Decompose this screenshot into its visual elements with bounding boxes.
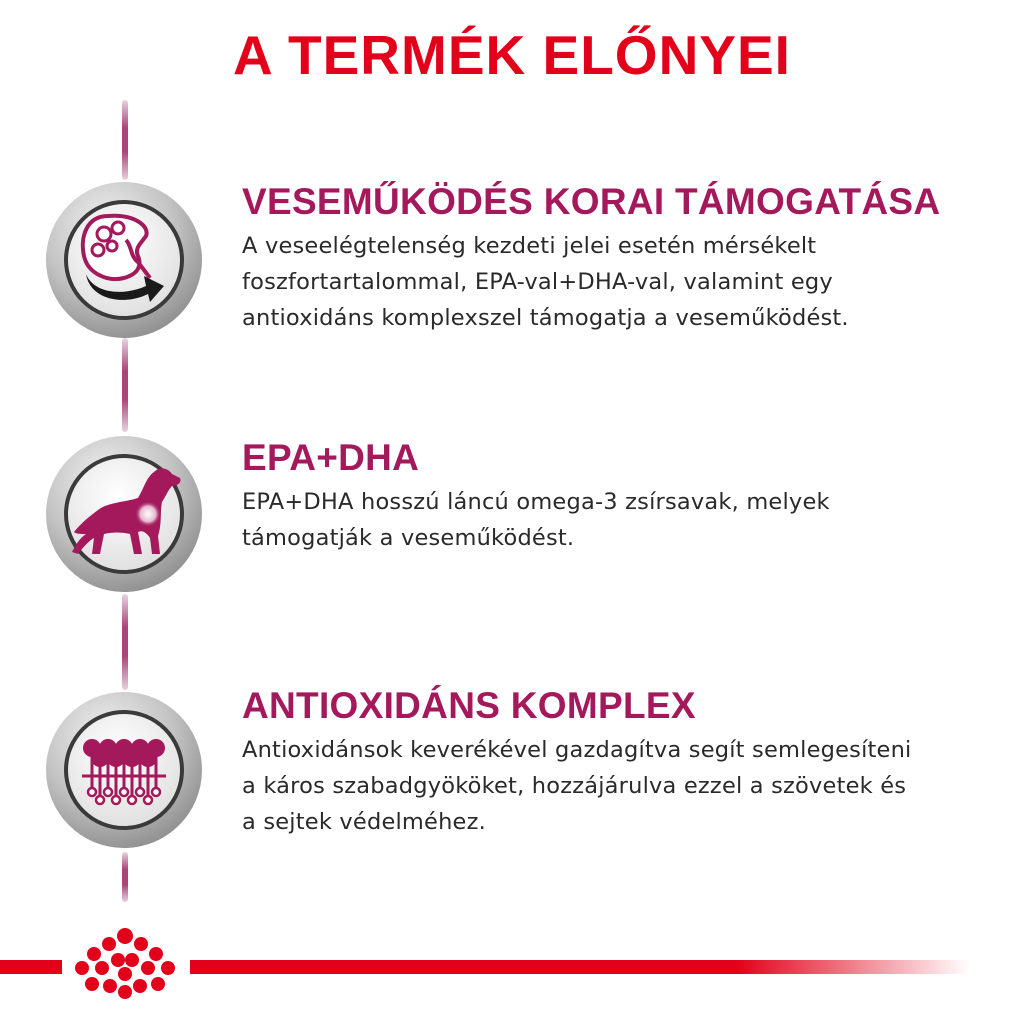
footer-line [0,960,62,974]
benefit-description [242,228,1002,336]
footer-line [190,960,970,974]
description-line: EPA+DHA hosszú láncú omega-3 zsírsavak, melyek [242,489,830,515]
benefit-item [242,178,1002,336]
dog-icon [46,436,202,592]
benefit-item [242,434,1002,556]
benefit-item [242,682,1002,840]
benefit-heading: EPA+DHA [242,437,420,478]
kidney-arrow-icon [46,182,202,338]
description-line: támogatják a veseműködést. [242,525,575,551]
cell-membrane-icon [46,692,202,848]
benefit-heading: ANTIOXIDÁNS KOMPLEX [242,685,696,726]
timeline-line [122,852,128,902]
timeline-line [122,100,128,180]
page-title: A TERMÉK ELŐNYEI [233,24,791,86]
description-line: A veseelégtelenség kezdeti jelei esetén mérsékelt [242,233,817,259]
description-line: a sejtek védelméhez. [242,809,486,835]
description-line: a káros szabadgyököket, hozzájárulva ezzel a szövetek és [242,773,907,799]
royal-canin-crown-logo [66,926,184,1004]
timeline-line [122,338,128,432]
benefit-description [242,484,1002,556]
benefit-heading: VESEMŰKÖDÉS KORAI TÁMOGATÁSA [242,181,941,222]
benefit-description [242,732,1002,840]
description-line: Antioxidánsok keverékével gazdagítva segít semlegesíteni [242,737,912,763]
timeline-line [122,594,128,690]
description-line: antioxidáns komplexszel támogatja a veseműködést. [242,305,849,331]
description-line: foszfortartalommal, EPA-val+DHA-val, valamint egy [242,269,833,295]
